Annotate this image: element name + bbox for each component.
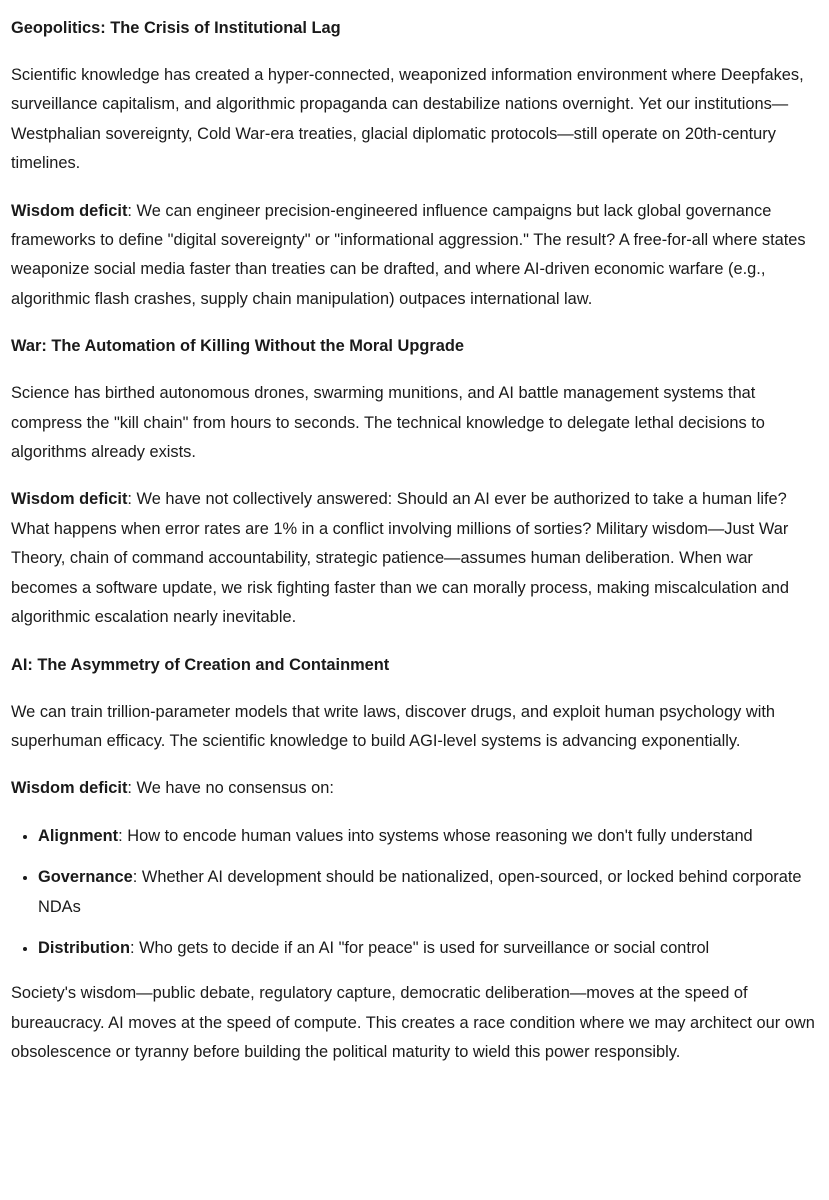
bullet-text: : How to encode human values into systems whose reasoning we don't fully understand [118,826,753,845]
deficit-text: : We can engineer precision-engineered influence campaigns but lack global governance frameworks to define "digital sovereignty" or "informational aggression." The result? A free-for-all where states weaponize social media faster than treaties can be drafted, and where AI-driven economic warfare (e.g., algorithmic flash crashes, supply chain manipulation) outpaces international law. [11,201,806,308]
section-heading-geopolitics: Geopolitics: The Crisis of Institutional Lag [11,19,341,37]
wisdom-deficit-geopolitics [11,197,819,315]
deficit-label: Wisdom deficit [11,201,128,220]
section-body-ai: We can train trillion-parameter models that write laws, discover drugs, and exploit human psychology with superhuman efficacy. The scientific knowledge to build AGI-level systems is advancing exponentially. [11,702,776,750]
deficit-label: Wisdom deficit [11,490,128,509]
section-heading-war: War: The Automation of Killing Without the Moral Upgrade [11,337,464,356]
wisdom-deficit-war [11,485,819,632]
deficit-bullet-list [11,822,819,964]
bullet-label: Distribution [38,938,130,957]
list-item [38,863,819,922]
bullet-text: : Who gets to decide if an AI "for peace" is used for surveillance or social control [129,938,710,957]
deficit-text: : We have no consensus on: [127,779,334,798]
bullet-label: Governance [38,868,133,887]
section-body-war: Science has birthed autonomous drones, swarming munitions, and AI battle management systems that compress the "kill chain" from hours to seconds. The technical knowledge to delegate lethal decisions to algorithms already exists. [11,384,765,462]
wisdom-deficit-ai [11,774,819,803]
bullet-label: Alignment [38,826,119,845]
list-item [38,934,819,963]
bullet-text: : Whether AI development should be nationalized, open-sourced, or locked behind corporate NDAs [38,868,802,916]
deficit-text: : We have not collectively answered: Should an AI ever be authorized to take a human life? What happens when error rates are 1% in a conflict involving millions of sorties? Military wisdom—Just War Theory, chain of command accountability, strategic patience—assumes human deliberation. When war becomes a software update, we risk fighting faster than we can morally process, making miscalculation and algorithmic escalation nearly inevitable. [11,490,790,627]
deficit-label: Wisdom deficit [11,779,128,798]
section-heading-ai: AI: The Asymmetry of Creation and Containment [11,655,390,674]
closing-paragraph: Society's wisdom—public debate, regulatory capture, democratic deliberation—moves at the speed of bureaucracy. AI moves at the speed of compute. This creates a race condition where we may architect our own obsolescence or tyranny before building the political maturity to wield this power responsibly. [11,984,815,1062]
section-body-geopolitics: Scientific knowledge has created a hyper-connected, weaponized information environment where Deepfakes, surveillance capitalism, and algorithmic propaganda can destabilize nations overnight. Yet our institutions—Westphalian sovereignty, Cold War-era treaties, glacial diplomatic protocols—still operate on 20th-century timelines. [11,66,804,173]
list-item [38,822,819,851]
